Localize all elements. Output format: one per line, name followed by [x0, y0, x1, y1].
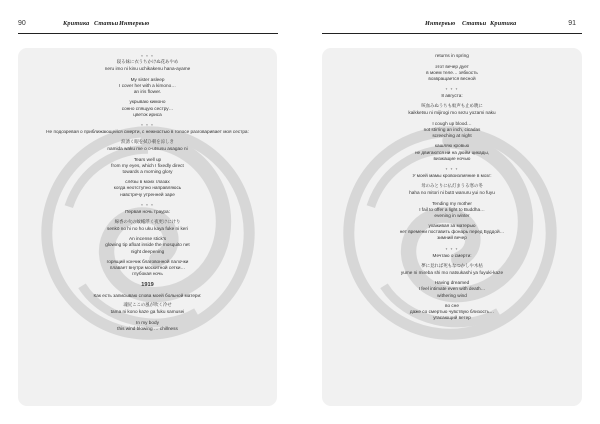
text-line: I feel intimate even with death… — [418, 286, 486, 292]
text-line: I cover her with a kimono… — [119, 82, 176, 88]
text-line: Мечтаю о смерти: — [432, 253, 472, 259]
year-heading: 1919 — [141, 281, 154, 288]
text-line: I fail to offer a light to Buddha… — [419, 206, 485, 212]
right-page-number: 91 — [568, 20, 576, 27]
left-header-link-2[interactable]: Статьи — [94, 20, 119, 27]
right-header-link-1[interactable]: Интервью — [425, 20, 456, 27]
text-line: укрываю кимоно — [129, 99, 166, 105]
left-page-header — [18, 17, 278, 31]
text-line: an iris flower. — [133, 88, 162, 94]
text-line: нет времени поставить фонарь перед Буддой… — [399, 229, 505, 235]
text-line: Как есть записываю слова моей больной матери: — [93, 292, 202, 298]
text-line: горящий кончик благовонной палочки — [106, 259, 189, 265]
haiku-original: 寝る妹に衣うちかけぬ花あやめ — [116, 60, 179, 65]
text-line: возвращается весной — [428, 75, 476, 81]
haiku-original: 涙湧く眼を拭ひ朝を涼しき — [121, 139, 174, 145]
haiku-original: 咳血みぬうちも蚊声も止め暁に — [421, 103, 483, 109]
text-line: My sister asleep — [130, 76, 165, 82]
text-line: screeching at night — [432, 132, 472, 138]
text-line: namida waku me o o-utsusu asagao ni — [107, 145, 188, 151]
text-line: слёзы в моих глазах — [125, 179, 170, 185]
text-line: Tending my mother — [432, 200, 472, 206]
text-line: senkō no hi no ho uku kaya fuke ni keri — [106, 225, 189, 231]
text-line: Tears well up — [133, 156, 162, 162]
haiku-original: 線香の火の蚊帳浮く夜更けにけり — [114, 219, 181, 225]
text-line: evening in winter — [434, 212, 470, 218]
text-line: night deepening — [130, 248, 165, 254]
text-line: Не подозревая о приближающейся смерти, с нежностью в голосе разговаривает моя сестра: — [46, 129, 249, 135]
text-line: не двигаются ни на дюйм цикады, — [414, 149, 490, 155]
text-line: Первая ночь траура: — [125, 209, 170, 215]
text-line: haha no mitori ni butō wanuru yui no fuyu — [409, 189, 495, 195]
section-divider: * * * — [141, 123, 154, 129]
right-header-link-3[interactable]: Критика — [490, 20, 517, 27]
text-line: returns in spring — [435, 53, 469, 58]
text-line: кашляю кровью — [434, 143, 470, 149]
right-header-rule — [322, 33, 582, 34]
text-line: withering wind — [437, 292, 467, 298]
right-header-link-2[interactable]: Статьи — [462, 20, 487, 27]
right-page-text — [322, 53, 582, 321]
text-line: угасающий ветер — [433, 315, 471, 321]
text-line: I cough up blood… — [432, 120, 472, 126]
text-line: kaikketsu ni mijirogi mo sezu yozami naku — [408, 110, 496, 116]
text-line: навстречу утренней заре — [120, 191, 175, 197]
section-divider: * * * — [141, 54, 154, 59]
left-page-number: 90 — [18, 20, 26, 27]
text-line: во сне — [445, 303, 459, 309]
text-line: этот вечер дует — [435, 63, 469, 69]
section-divider: * * * — [445, 87, 459, 93]
text-line: в моем теле… зябкость — [426, 69, 478, 75]
section-divider: * * * — [445, 167, 459, 173]
text-line: this wind blowing … chillness — [117, 325, 178, 331]
left-header-rule — [18, 33, 278, 34]
text-line: Having dreamed — [434, 280, 470, 286]
right-page-header — [322, 17, 582, 31]
text-line: In my body — [136, 319, 159, 325]
haiku-original: 夢に見れば死もなつかしや木枯 — [421, 263, 483, 269]
text-line: У моей мамы кровоизлияние в мозг: — [412, 173, 492, 179]
text-line: tama ni kono kaze ga fuku samusei — [110, 309, 185, 315]
text-line: An incense stick's — [128, 236, 167, 242]
haiku-original: 母のみとりに仏灯まうる寒の冬 — [421, 183, 483, 189]
text-line: neru imo ni kinu uchikakenu hana-ayame — [104, 66, 191, 72]
text-line: плавает внутри москитной сетки… — [109, 265, 186, 271]
text-line: зимний вечер — [437, 235, 467, 241]
haiku-original: 魂尻ここの風が吹く冷せ — [123, 303, 172, 309]
text-line: 8 августа: — [441, 93, 463, 99]
text-line: towards a morning glory — [122, 168, 173, 174]
left-header-link-1[interactable]: Критика — [63, 20, 90, 27]
right-page-card — [322, 48, 582, 406]
section-divider: * * * — [445, 247, 459, 253]
text-line: глубокая ночь — [132, 271, 163, 277]
text-line: цветок ириса — [133, 111, 162, 117]
text-line: glowing tip afloat inside the mosquito net — [105, 242, 190, 248]
left-header-link-3[interactable]: Интервью — [119, 20, 150, 27]
text-line: yume ni mireba shi mo natsukashi ya fuyuki-kaze — [400, 269, 504, 275]
text-line: not stirring an inch, cicadas — [423, 126, 481, 132]
section-divider: * * * — [141, 203, 154, 209]
text-line: даже со смертью чувствую близость… — [409, 309, 495, 315]
left-page-card — [18, 48, 277, 406]
text-line: когда неотступно направляюсь — [113, 185, 182, 191]
text-line: сонно спящую сестру… — [121, 105, 174, 111]
text-line: визжащие ночью — [433, 155, 471, 161]
left-page-text — [18, 53, 277, 332]
text-line: from my eyes, which I fixedly direct — [111, 162, 184, 168]
text-line: ухаживая за матерью — [428, 223, 476, 229]
